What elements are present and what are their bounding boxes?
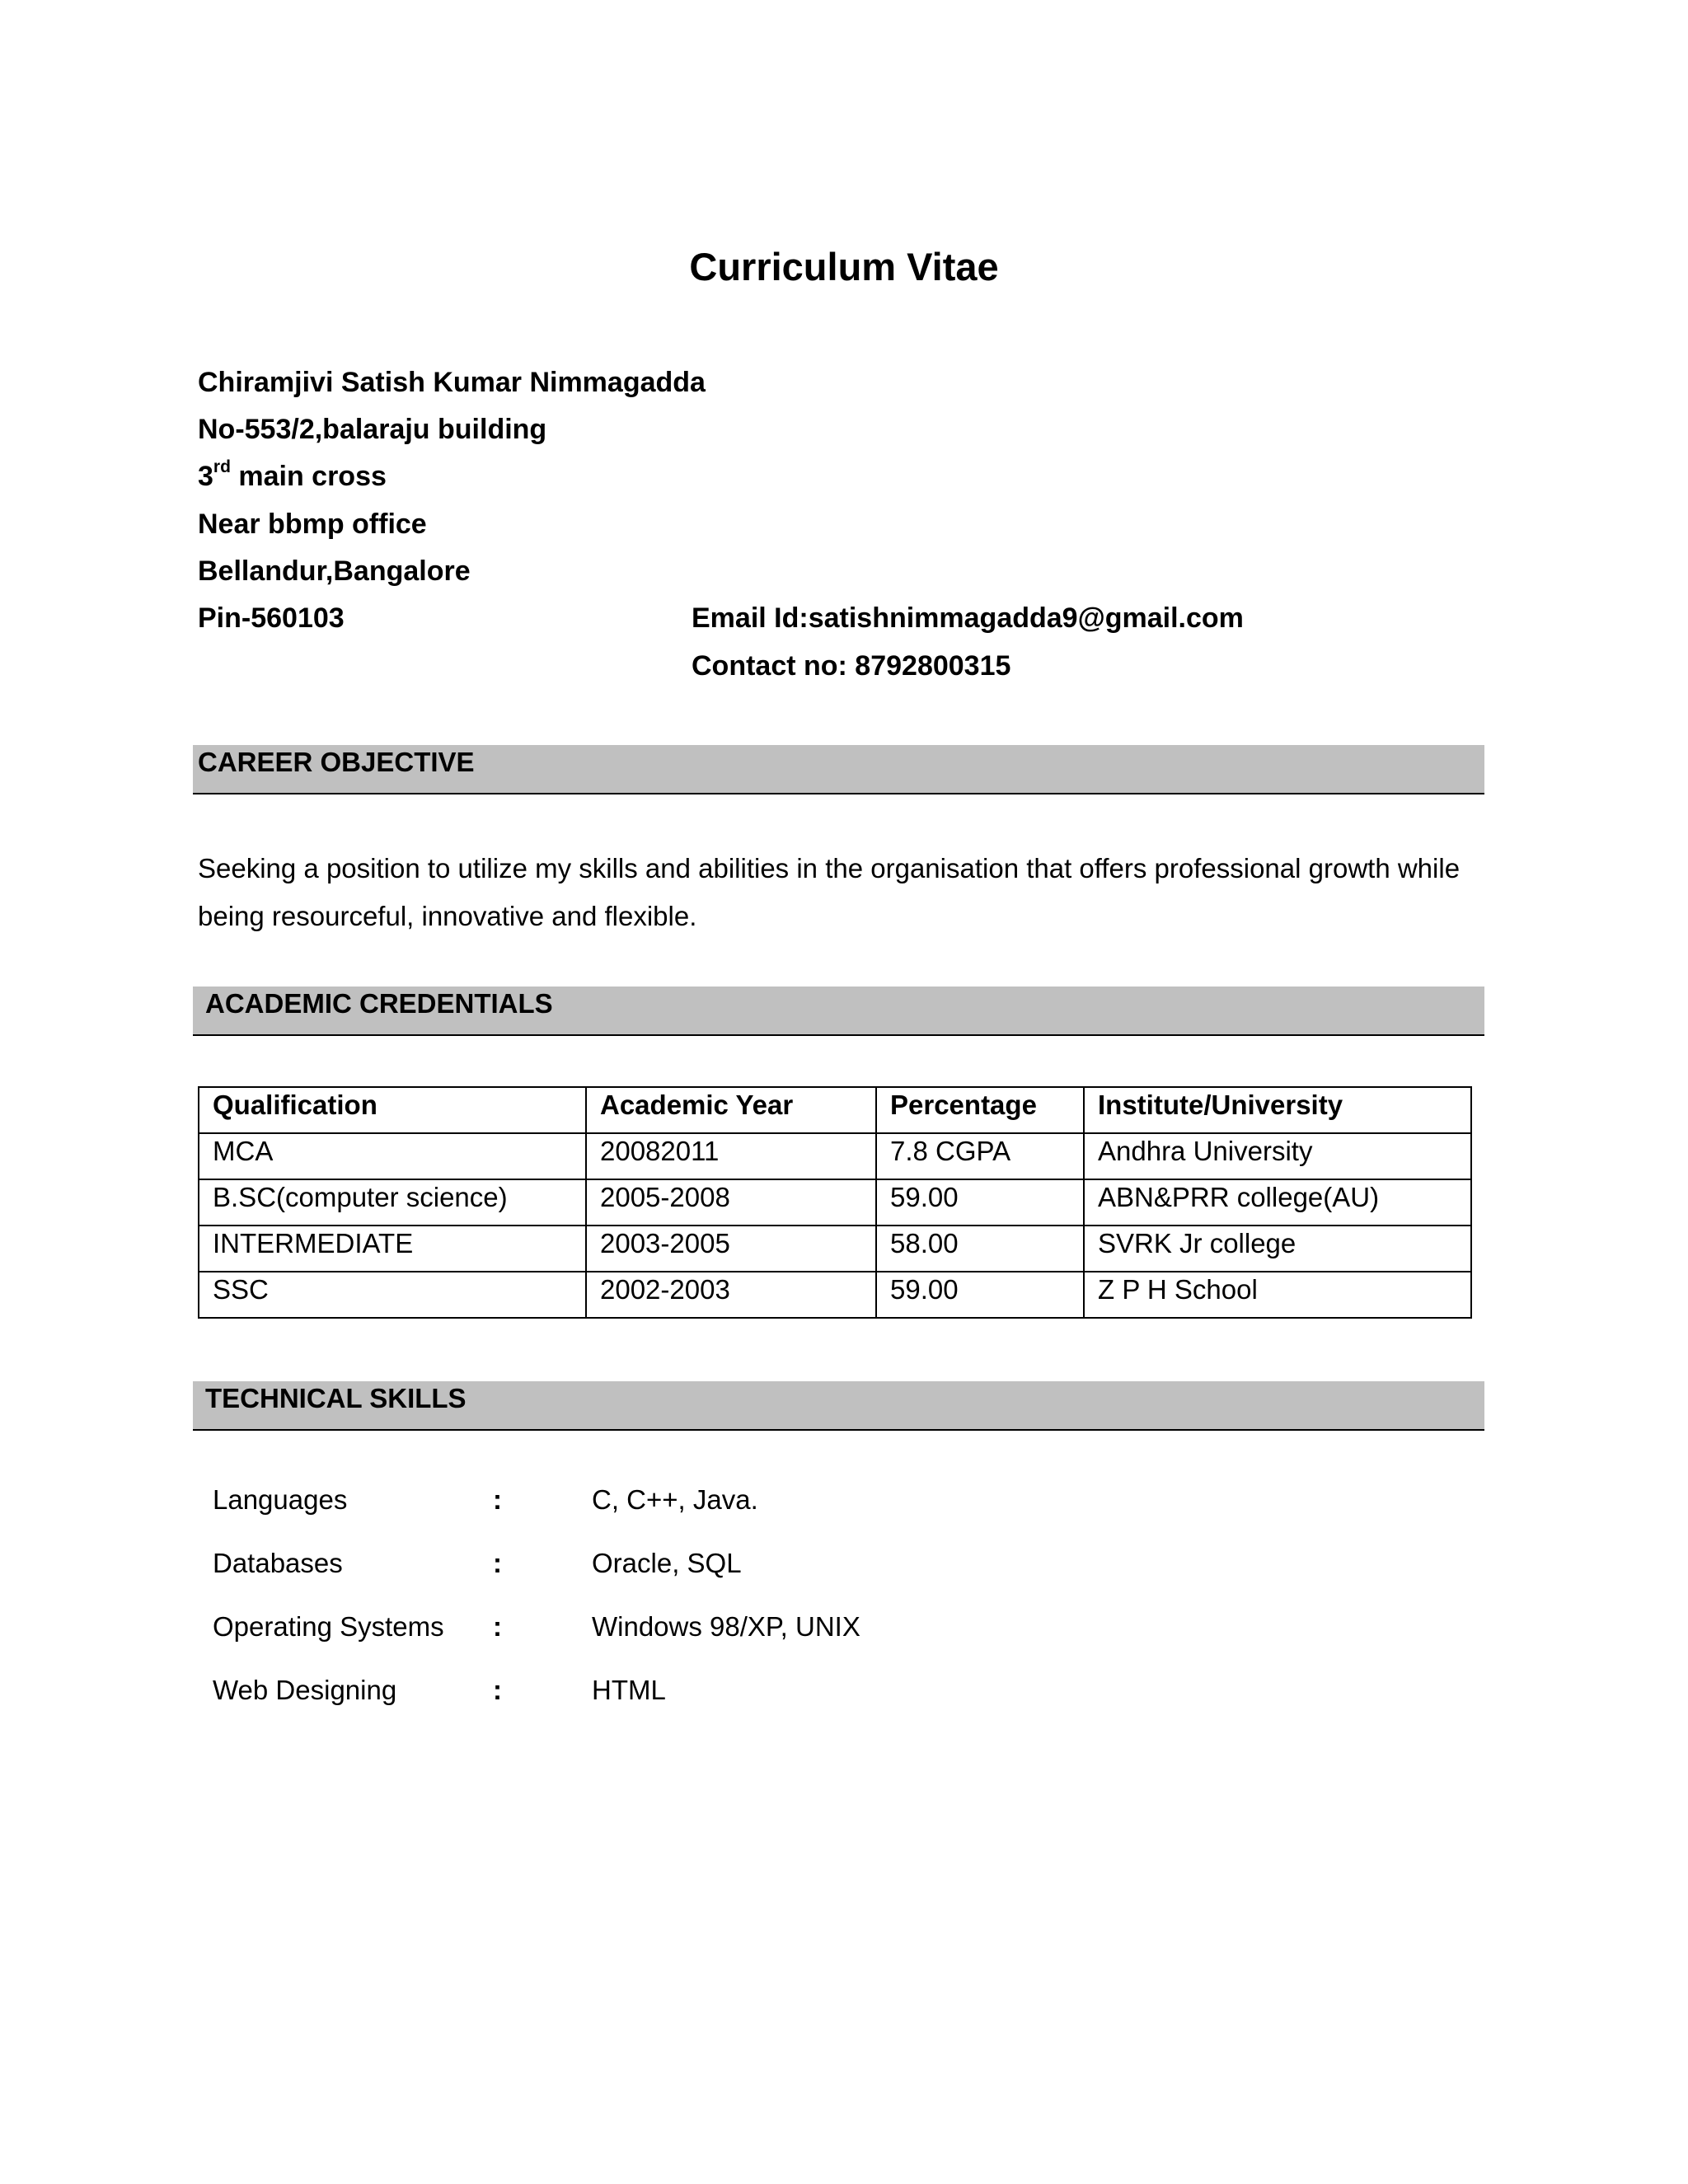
table-cell: 2003-2005 xyxy=(586,1226,876,1272)
skill-label: Languages xyxy=(213,1484,348,1515)
address-line-1: No-553/2,balaraju building xyxy=(198,414,547,445)
skill-value: Oracle, SQL xyxy=(592,1548,742,1578)
skill-separator: : xyxy=(493,1675,502,1705)
section-career-objective xyxy=(193,745,1484,794)
skill-label: Databases xyxy=(213,1548,343,1578)
table-cell: SSC xyxy=(199,1272,586,1318)
academic-table xyxy=(198,1086,1472,1319)
address-line-4: Bellandur,Bangalore xyxy=(198,555,471,587)
table-cell: Andhra University xyxy=(1084,1133,1471,1179)
skill-value: HTML xyxy=(592,1675,666,1705)
table-row xyxy=(199,1226,1471,1272)
table-cell: 59.00 xyxy=(876,1179,1084,1226)
address-line-3: Near bbmp office xyxy=(198,509,427,540)
objective-text: Seeking a position to utilize my skills and abilities in the organisation that offers professional growth while being resourceful, innovative and flexible. xyxy=(198,853,1461,931)
table-header-cell: Institute/University xyxy=(1084,1087,1471,1133)
skill-value: Windows 98/XP, UNIX xyxy=(592,1611,860,1642)
skill-separator: : xyxy=(493,1611,502,1642)
table-cell: ABN&PRR college(AU) xyxy=(1084,1179,1471,1226)
skill-separator: : xyxy=(493,1484,502,1515)
table-cell: MCA xyxy=(199,1133,586,1179)
table-cell: 2002-2003 xyxy=(586,1272,876,1318)
table-cell: 7.8 CGPA xyxy=(876,1133,1084,1179)
table-header-cell: Qualification xyxy=(199,1087,586,1133)
address-pin: Pin-560103 xyxy=(198,602,345,634)
table-cell: INTERMEDIATE xyxy=(199,1226,586,1272)
table-cell: 59.00 xyxy=(876,1272,1084,1318)
address-line-2-number: 3 xyxy=(198,461,213,492)
table-header-row xyxy=(199,1087,1471,1133)
address-line-2-text: main cross xyxy=(230,461,387,492)
table-cell: 58.00 xyxy=(876,1226,1084,1272)
address-line-2 xyxy=(198,457,387,492)
skill-label: Web Designing xyxy=(213,1675,397,1705)
section-heading: CAREER OBJECTIVE xyxy=(198,747,475,777)
phone-text: Contact no: 8792800315 xyxy=(692,650,1011,682)
skill-value: C, C++, Java. xyxy=(592,1484,758,1515)
table-cell: SVRK Jr college xyxy=(1084,1226,1471,1272)
table-header-cell: Academic Year xyxy=(586,1087,876,1133)
section-heading: ACADEMIC CREDENTIALS xyxy=(205,988,553,1019)
section-heading: TECHNICAL SKILLS xyxy=(205,1383,467,1413)
skill-label: Operating Systems xyxy=(213,1611,444,1642)
table-cell: B.SC(computer science) xyxy=(199,1179,586,1226)
email-text: Email Id:satishnimmagadda9@gmail.com xyxy=(692,602,1244,634)
table-row xyxy=(199,1272,1471,1318)
candidate-name: Chiramjivi Satish Kumar Nimmagadda xyxy=(198,367,706,398)
section-academic-credentials xyxy=(193,987,1484,1036)
table-cell: Z P H School xyxy=(1084,1272,1471,1318)
table-row xyxy=(199,1179,1471,1226)
skill-separator: : xyxy=(493,1548,502,1578)
address-line-2-suffix: rd xyxy=(213,457,231,476)
table-row xyxy=(199,1133,1471,1179)
page-title: Curriculum Vitae xyxy=(689,245,999,288)
table-cell: 2005-2008 xyxy=(586,1179,876,1226)
table-header-cell: Percentage xyxy=(876,1087,1084,1133)
section-technical-skills xyxy=(193,1381,1484,1431)
table-cell: 20082011 xyxy=(586,1133,876,1179)
